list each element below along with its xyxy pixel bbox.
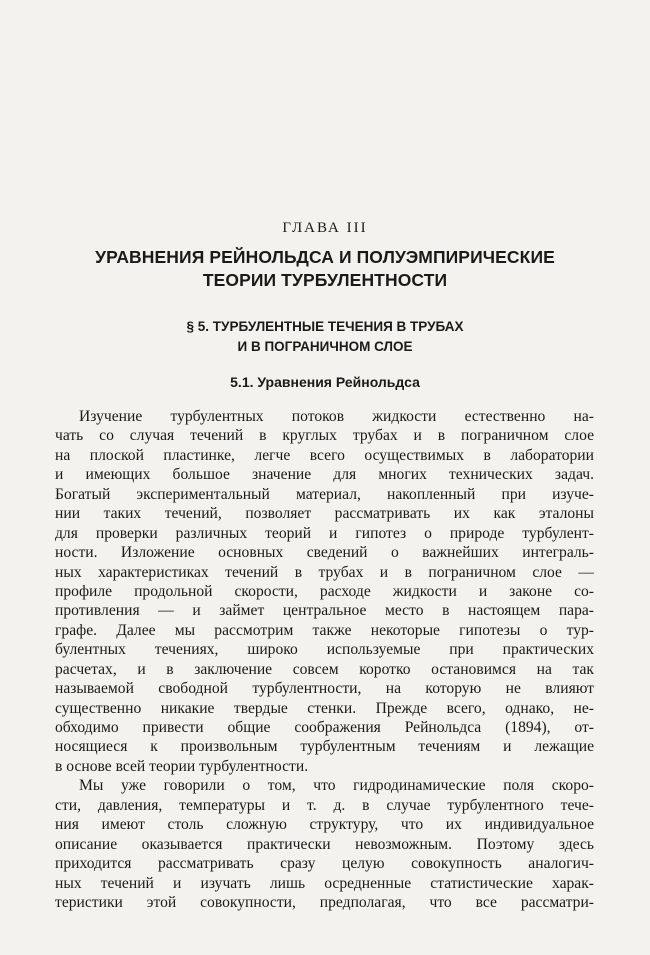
- body-text: [55, 407, 594, 912]
- text-line: Изучение турбулентных потоков жидкости естественно на-: [79, 408, 594, 425]
- text-line: сти, давления, температуры и т. д. в случае турбулентного тече-: [55, 796, 594, 814]
- text-line: графе. Далее мы рассмотрим также некоторые гипотезы о тур-: [55, 621, 594, 639]
- paragraph: [55, 407, 594, 776]
- text-line: Мы уже говорили о том, что гидродинамические поля скоро-: [79, 777, 594, 795]
- text-line: ных течений и изучать лишь осредненные статистические харак-: [55, 874, 594, 892]
- text-line: ных характеристиках течений в трубах и в пограничном слое —: [55, 563, 594, 581]
- text-line: теристики этой совокупности, предполагая, что все рассматри-: [55, 893, 594, 911]
- chapter-title-line: ТЕОРИИ ТУРБУЛЕНТНОСТИ: [202, 270, 448, 290]
- text-line: в основе всей теории турбулентности.: [55, 757, 309, 775]
- text-line: существенно никакие твердые стенки. Прежде всего, однако, не-: [55, 699, 594, 717]
- section-title-line: И В ПОГРАНИЧНОМ СЛОЕ: [237, 339, 413, 354]
- paragraph: [55, 776, 594, 912]
- text-line: профиле продольной скорости, расходе жидкости и законе со-: [55, 582, 594, 600]
- text-line: чать со случая течений в круглых трубах и в пограничном слое: [55, 427, 594, 445]
- text-line: на плоской пластинке, легче всего осуществимых в лаборатории: [55, 446, 594, 464]
- section-title: [100, 317, 550, 357]
- text-line: описание оказывается практически невозможным. Поэтому здесь: [55, 835, 594, 853]
- text-line: нии таких течений, позволяет рассматривать их как эталоны: [55, 505, 594, 523]
- text-line: приходится рассматривать сразу целую совокупность аналогич-: [55, 855, 594, 873]
- text-line: булентных течениях, широко используемые при практических: [55, 641, 594, 659]
- text-line: носящиеся к произвольным турбулентным течениям и лежащие: [55, 738, 594, 756]
- text-line: называемой свободной турбулентности, на которую не влияют: [55, 680, 594, 698]
- text-line: расчетах, и в заключение совсем коротко остановимся на так: [55, 660, 594, 678]
- text-line: ности. Изложение основных сведений о важнейших интеграль-: [55, 544, 594, 562]
- text-line: ния имеют столь сложную структуру, что их индивидуальное: [55, 816, 594, 834]
- chapter-label: ГЛАВА III: [282, 220, 368, 236]
- section-title-line: § 5. ТУРБУЛЕНТНЫЕ ТЕЧЕНИЯ В ТРУБАХ: [186, 319, 464, 334]
- text-line: противления — и займет центральное место в настоящем пара-: [55, 602, 594, 620]
- text-line: и имеющих большое значение для многих технических задач.: [55, 466, 594, 484]
- chapter-title: [60, 246, 590, 292]
- text-line: обходимо привести общие соображения Рейнольдса (1894), от-: [55, 719, 594, 736]
- text-line: Богатый экспериментальный материал, накопленный при изуче-: [55, 485, 594, 503]
- subsection-title: 5.1. Уравнения Рейнольдса: [230, 374, 420, 390]
- text-line: для проверки различных теорий и гипотез о природе турбулент-: [55, 524, 594, 542]
- chapter-title-line: УРАВНЕНИЯ РЕЙНОЛЬДСА И ПОЛУЭМПИРИЧЕСКИЕ: [95, 247, 555, 267]
